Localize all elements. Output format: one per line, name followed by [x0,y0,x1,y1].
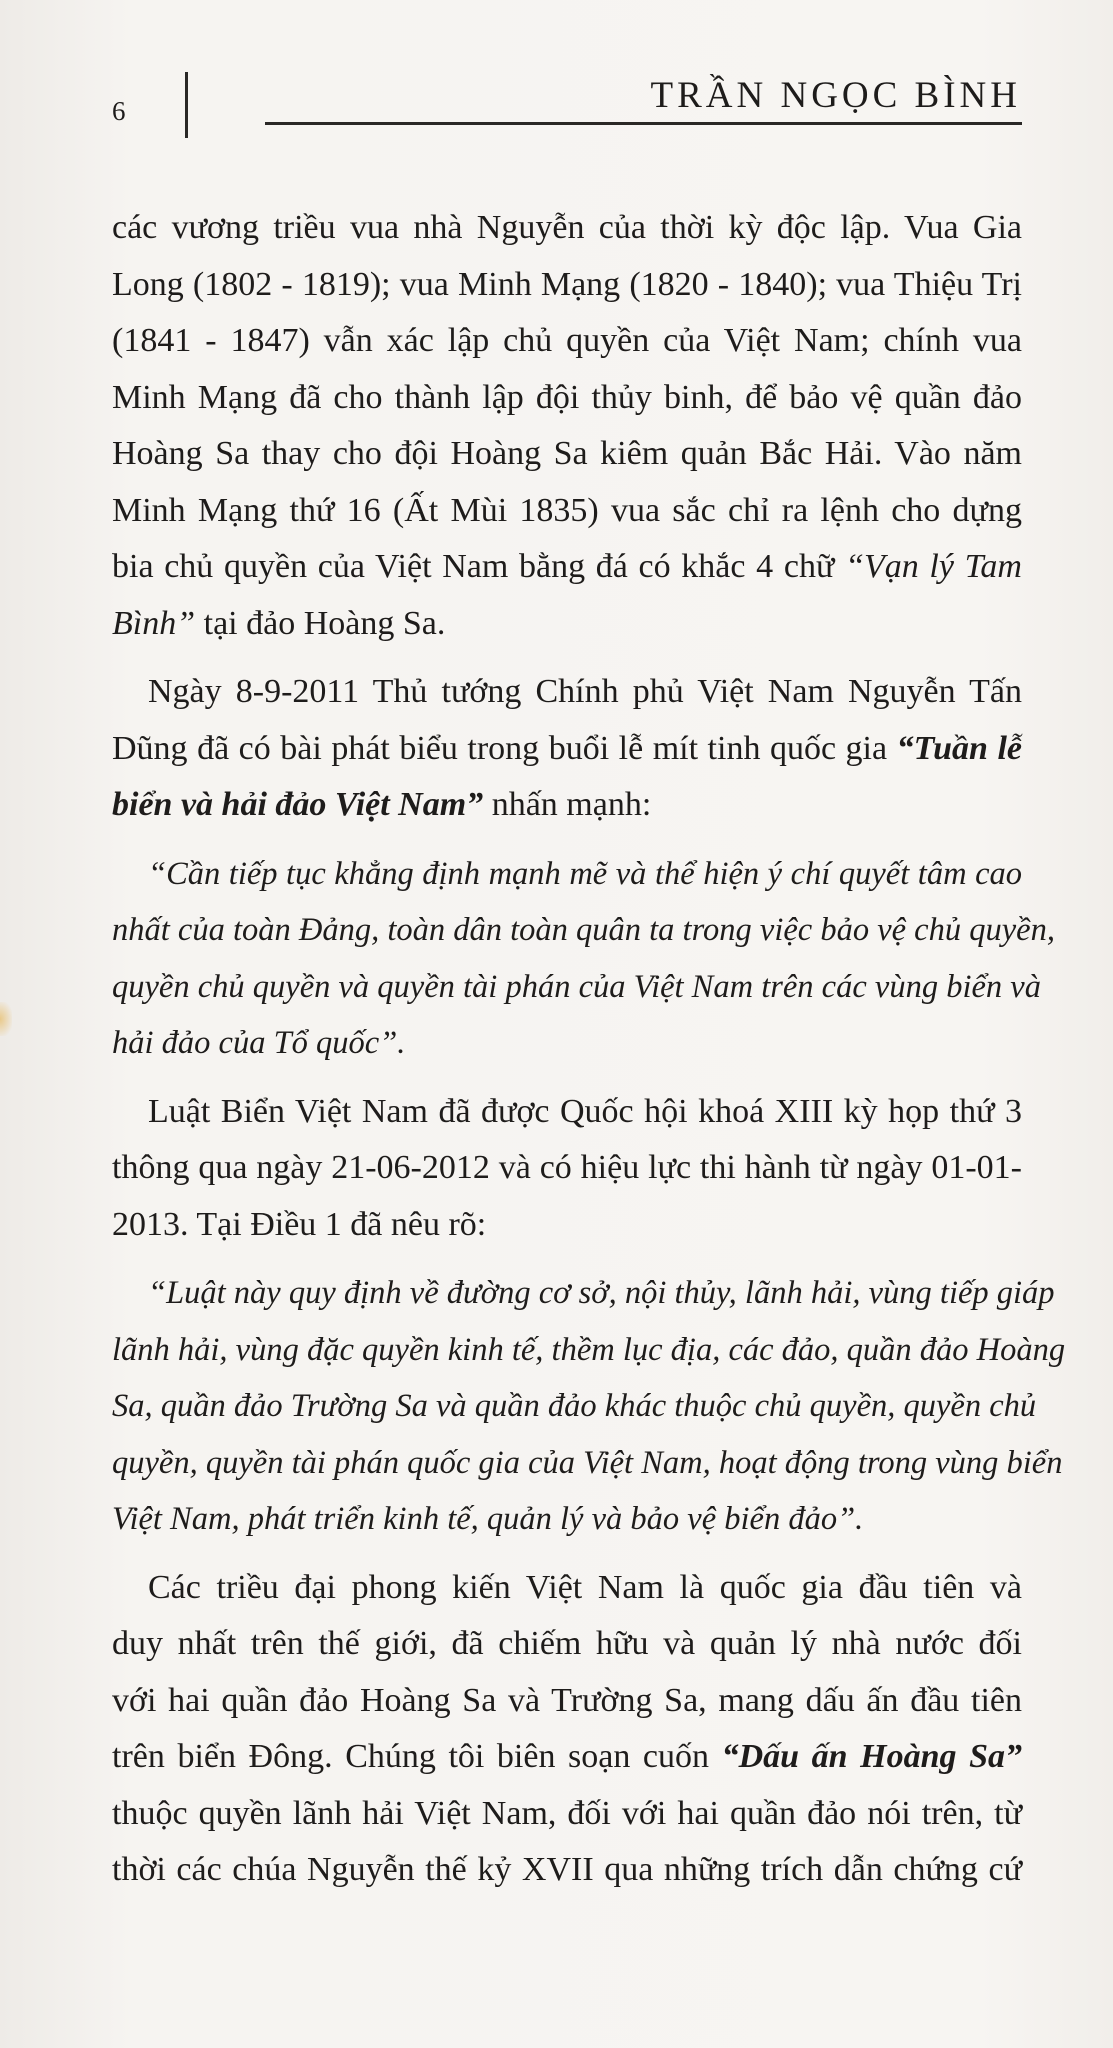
text-line: Luật Biển Việt Nam đã được Quốc hội khoá XIII kỳ họp thứ 3 [148,1092,1022,1130]
text-run: Dũng đã có bài phát biểu trong buổi lễ mít tinh quốc gia [112,729,897,767]
paragraph [112,1084,1022,1254]
text-line: nhất của toàn Đảng, toàn dân toàn quân ta trong việc bảo vệ chủ quyền, [112,912,1055,948]
block-quote [112,1265,1066,1548]
text-line: thông qua ngày 21-06-2012 và có hiệu lực thi hành từ ngày 01-01- [112,1149,1022,1186]
text-line: 2013. Tại Điều 1 đã nêu rõ: [112,1205,487,1243]
text-run: nhấn mạnh: [483,786,652,823]
paragraph [112,664,1022,721]
running-head: TRẦN NGỌC BÌNH [650,75,1021,116]
emphasis-text: “Dấu ấn Hoàng Sa” [721,1738,1022,1775]
text-line [112,721,1022,778]
header-vertical-rule [185,72,188,138]
page-number: 6 [112,96,127,126]
text-line: các vương triều vua nhà Nguyễn của thời kỳ độc lập. Vua Gia [112,209,1022,246]
emphasis-text: “Tuần lễ [896,729,1022,767]
emphasis-text: biển và hải đảo Việt Nam” [112,786,484,823]
text-line: Việt Nam, phát triển kinh tế, quản lý và bảo vệ biển đảo”. [112,1501,864,1537]
emphasis-text: “Vạn lý Tam [845,548,1022,585]
text-line: Sa, quần đảo Trường Sa và quần đảo khác thuộc chủ quyền, quyền chủ [112,1388,1037,1424]
text-line [112,596,1022,653]
text-line: (1841 - 1847) vẫn xác lập chủ quyền của Việt Nam; chính vua [112,322,1022,359]
block-quote [112,846,1055,1072]
text-line: Minh Mạng đã cho thành lập đội thủy binh, để bảo vệ quần đảo [112,378,1022,416]
text-line: hải đảo của Tổ quốc”. [112,1025,406,1061]
text-run: trên biển Đông. Chúng tôi biên soạn cuốn [112,1738,722,1775]
paragraph-continuation [112,721,1022,834]
text-line [112,777,1022,834]
header-horizontal-rule [265,122,1022,125]
paragraph [112,200,1022,652]
page-edge-mark [0,1002,12,1036]
body-text [112,200,1066,1911]
text-line: Minh Mạng thứ 16 (Ất Mùi 1835) vua sắc chỉ ra lệnh cho dựng [112,491,1022,529]
text-line: quyền, quyền tài phán quốc gia của Việt Nam, hoạt động trong vùng biển [112,1444,1063,1481]
text-line: thuộc quyền lãnh hải Việt Nam, đối với hai quần đảo nói trên, từ [112,1794,1022,1832]
text-line: Các triều đại phong kiến Việt Nam là quốc gia đầu tiên và [148,1568,1022,1606]
text-line [112,539,1022,596]
text-line: “Cần tiếp tục khẳng định mạnh mẽ và thể hiện ý chí quyết tâm cao [148,855,1022,892]
text-line [112,1729,1022,1786]
text-line: Hoàng Sa thay cho đội Hoàng Sa kiêm quản Bắc Hải. Vào năm [112,435,1022,472]
paragraph [112,1560,1022,1899]
text-line: lãnh hải, vùng đặc quyền kinh tế, thềm lục địa, các đảo, quần đảo Hoàng [112,1331,1066,1368]
emphasis-text: Bình” [112,604,196,642]
text-line: “Luật này quy định về đường cơ sở, nội thủy, lãnh hải, vùng tiếp giáp [148,1275,1055,1311]
text-run: bia chủ quyền của Việt Nam bằng đá có khắc 4 chữ [112,548,846,585]
text-run: tại đảo Hoàng Sa. [195,604,446,642]
text-line: duy nhất trên thế giới, đã chiếm hữu và quản lý nhà nước đối [112,1625,1022,1662]
text-line: Ngày 8-9-2011 Thủ tướng Chính phủ Việt Nam Nguyễn Tấn [148,673,1022,710]
text-line: thời các chúa Nguyễn thế kỷ XVII qua những trích dẫn chứng cứ [112,1851,1022,1888]
text-line: Long (1802 - 1819); vua Minh Mạng (1820 - 1840); vua Thiệu Trị [112,265,1022,303]
text-line: với hai quần đảo Hoàng Sa và Trường Sa, mang dấu ấn đầu tiên [112,1681,1022,1719]
text-line: quyền chủ quyền và quyền tài phán của Việt Nam trên các vùng biển và [112,968,1041,1005]
